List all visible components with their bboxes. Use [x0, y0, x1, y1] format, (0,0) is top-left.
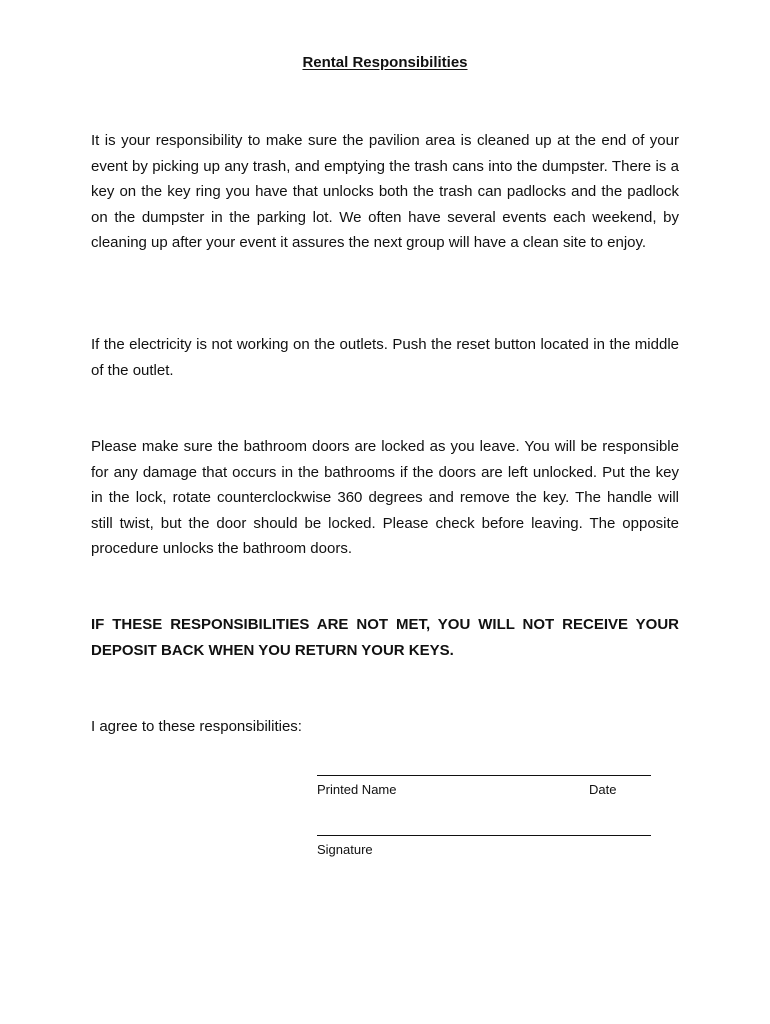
document-title: Rental Responsibilities — [302, 54, 468, 71]
paragraph-cleanup: It is your responsibility to make sure the pavilion area is cleaned up at the end of your event by picking up any trash, and emptying the trash cans into the dumpster. There is a key on the key ring you have that unlocks both the trash can padlocks and the padlock on the dumpster in the parking lot. We often have several events each weekend, by cleaning up after your event it assures the next group will have a clean site to enjoy. — [91, 132, 679, 251]
signature-labels — [317, 842, 651, 860]
paragraph-electricity: If the electricity is not working on the outlets. Push the reset button located in the middle of the outlet. — [91, 336, 679, 379]
paragraph-deposit-warning: IF THESE RESPONSIBILITIES ARE NOT MET, YOU WILL NOT RECEIVE YOUR DEPOSIT BACK WHEN YOU RETURN YOUR KEYS. — [91, 616, 679, 659]
printed-name-labels — [317, 782, 651, 800]
paragraph-bathroom: Please make sure the bathroom doors are locked as you leave. You will be responsible for any damage that occurs in the bathrooms if the doors are left unlocked. Put the key in the lock, rotate counterclockwise 360 degrees and remove the key. The handle will still twist, but the door should be locked. Please check before leaving. The opposite procedure unlocks the bathroom doors. — [91, 438, 679, 557]
agreement-statement: I agree to these responsibilities: — [91, 718, 302, 735]
signature-field[interactable] — [317, 835, 651, 860]
date-label: Date — [589, 782, 617, 797]
printed-name-label: Printed Name — [317, 782, 397, 797]
signature-line[interactable] — [317, 835, 651, 836]
signature-label: Signature — [317, 842, 373, 857]
printed-name-date-field[interactable] — [317, 775, 651, 800]
printed-name-line[interactable] — [317, 775, 651, 776]
